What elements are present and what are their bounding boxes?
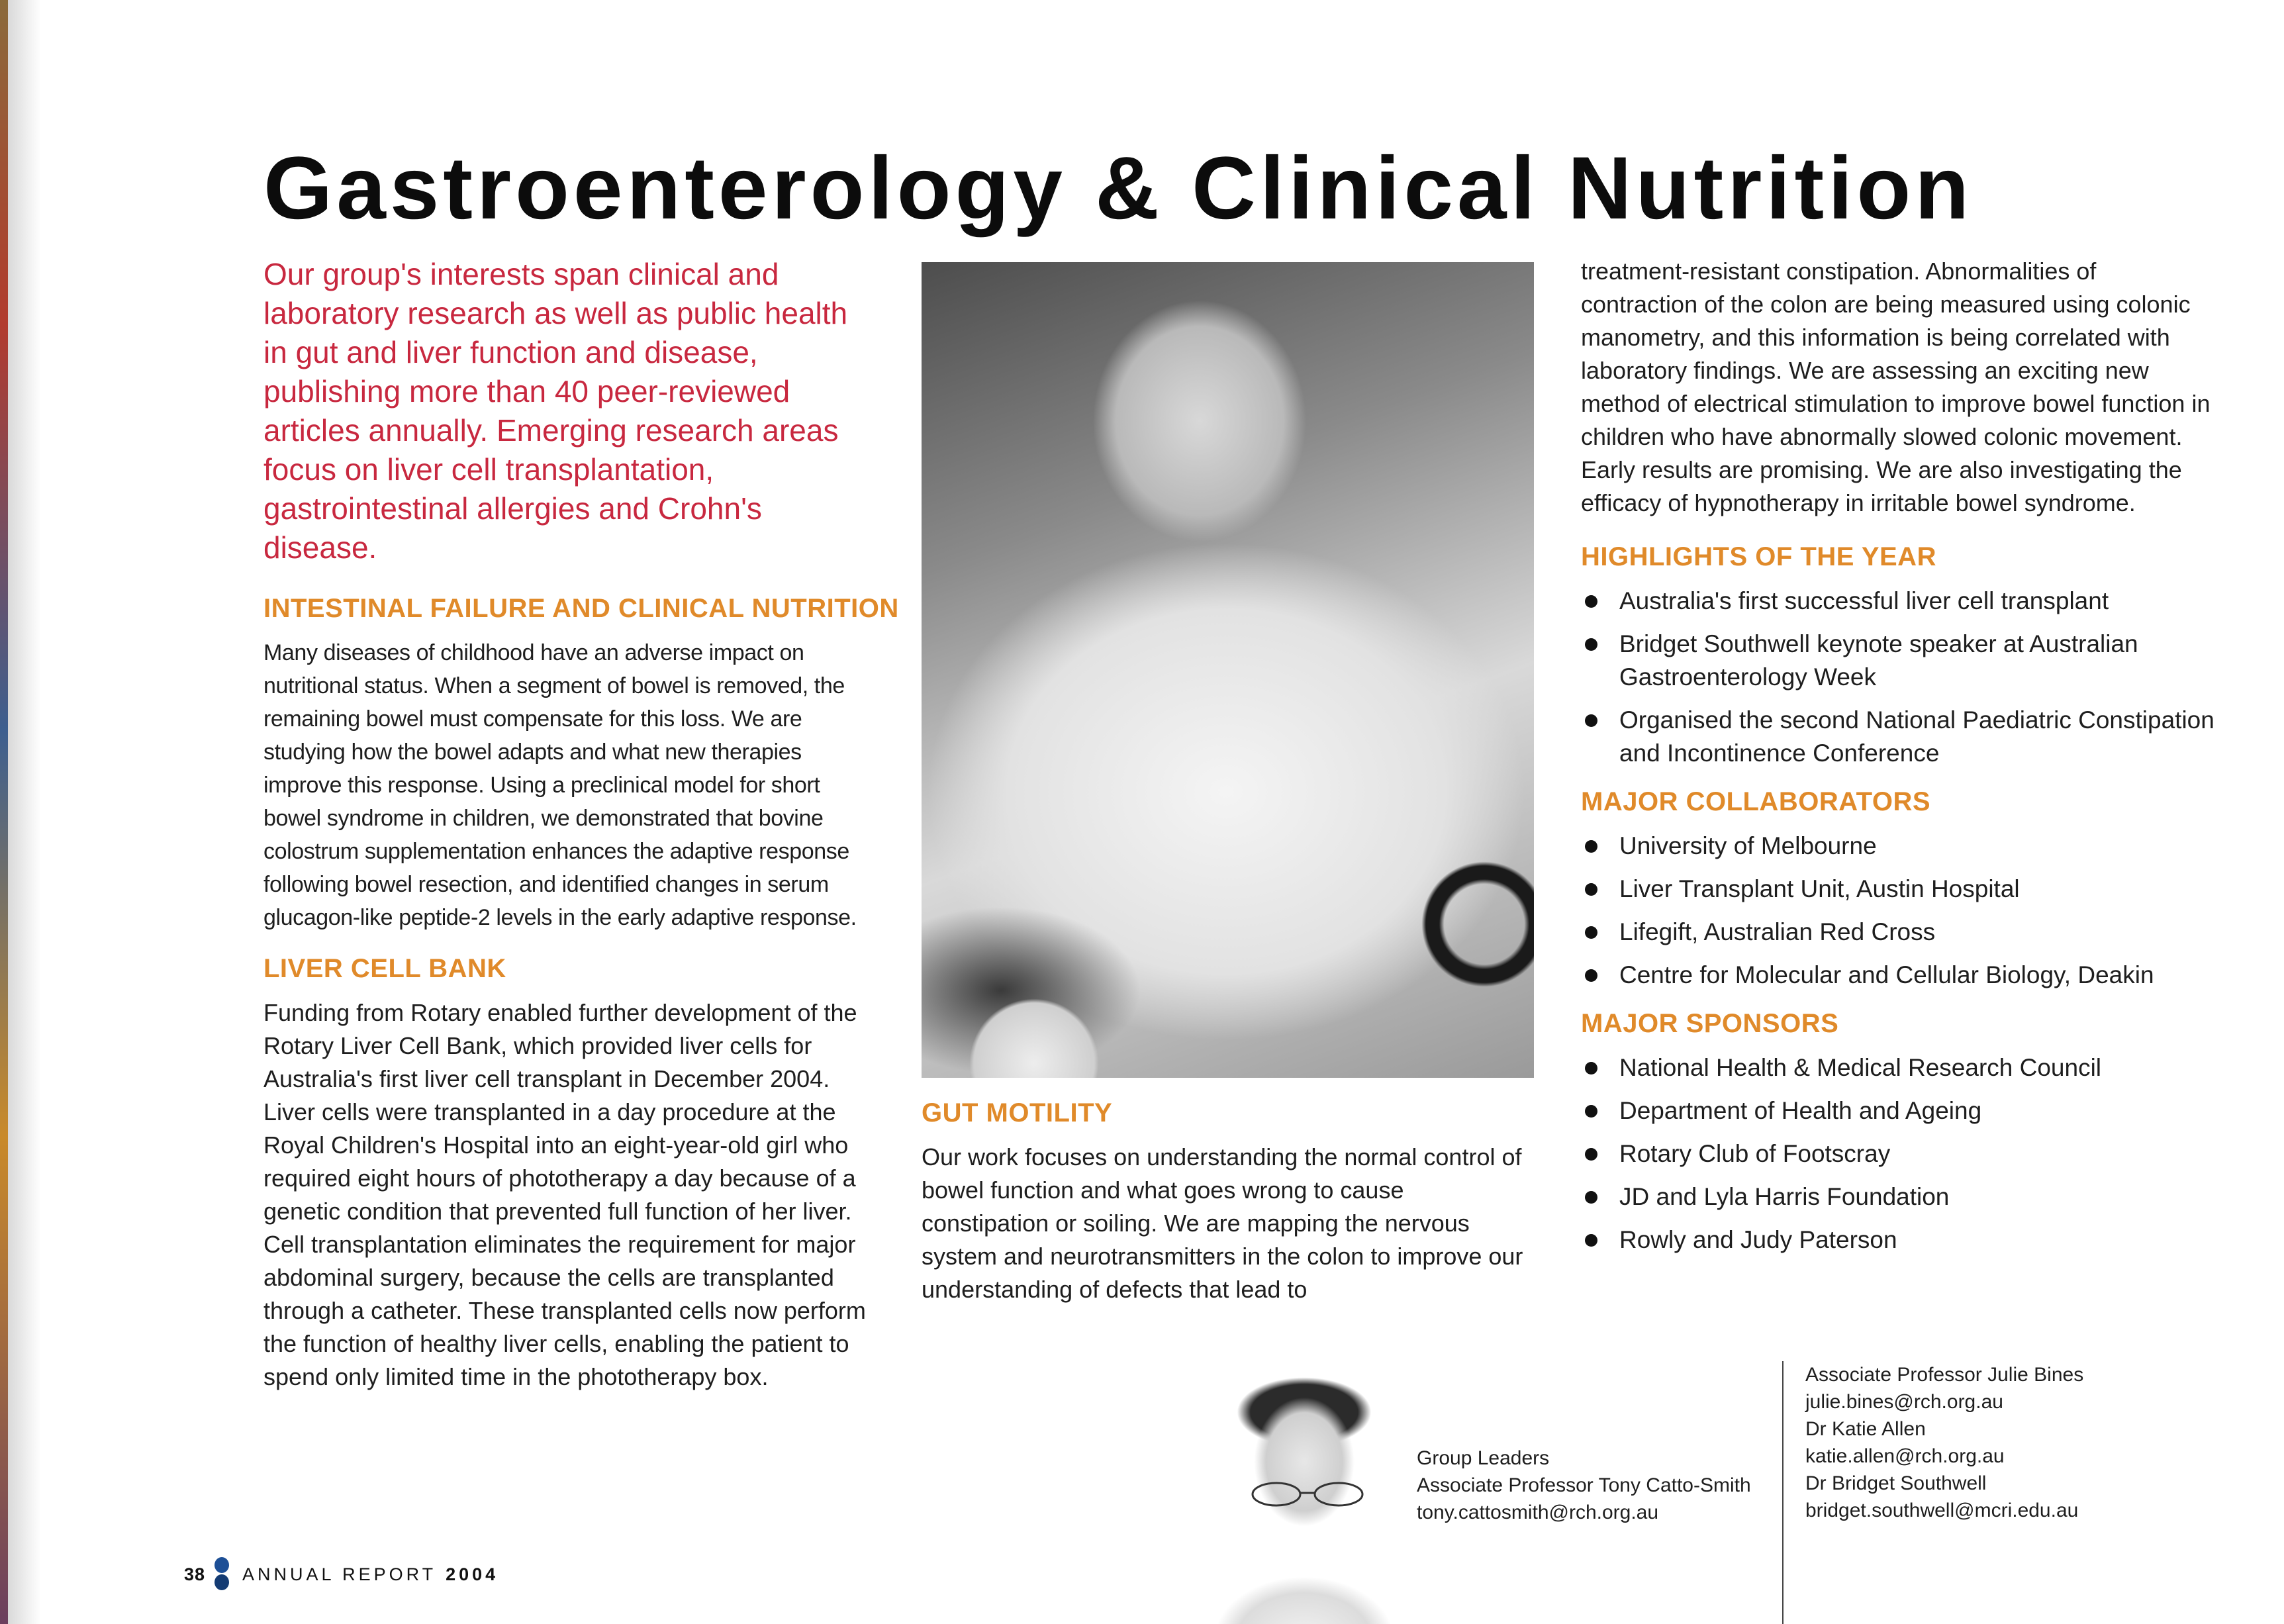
highlights-list — [1581, 585, 2216, 770]
section-body-gut-motility-continued: treatment-resistant constipation. Abnormalities of contraction of the colon are being measured using colonic manometry, and this information is being correlated with laboratory findings. We are assessing an exciting new method of electrical stimulation to improve bowel function in children who have abnormally slowed colonic movement. Early results are promising. We are also investigating the efficacy of hypnotherapy in irritable bowel syndrome. — [1581, 258, 2211, 516]
list-item: Australia's first successful liver cell transplant — [1581, 585, 2216, 618]
group-leaders-label: Group Leaders — [1417, 1447, 1550, 1469]
sponsors-heading: MAJOR SPONSORS — [1581, 1009, 1839, 1038]
bullet-icon — [1585, 1234, 1597, 1247]
group-leader-name: Associate Professor Tony Catto-Smith — [1417, 1474, 1751, 1496]
contacts-block — [1805, 1361, 2083, 1524]
contacts-divider — [1782, 1361, 1784, 1624]
bullet-icon — [1585, 926, 1597, 939]
list-item: Department of Health and Ageing — [1581, 1094, 2216, 1127]
contact-name: Dr Bridget Southwell — [1805, 1472, 1987, 1494]
bullet-icon — [1585, 969, 1597, 982]
page-footer — [184, 1557, 499, 1592]
list-item: JD and Lyla Harris Foundation — [1581, 1180, 2216, 1214]
glasses-icon — [1245, 1480, 1370, 1509]
bullet-icon — [1585, 595, 1597, 608]
list-item: National Health & Medical Research Council — [1581, 1051, 2216, 1084]
list-item: Bridget Southwell keynote speaker at Australian Gastroenterology Week — [1581, 628, 2216, 694]
bullet-icon — [1585, 1062, 1597, 1075]
bullet-icon — [1585, 714, 1597, 727]
collaborators-list — [1581, 830, 2216, 992]
sponsors-list — [1581, 1051, 2216, 1257]
section-body-liver-cell-bank: Funding from Rotary enabled further development of the Rotary Liver Cell Bank, which provided liver cells for Australia's first liver cell transplant in December 2004. Liver cells were transplanted in a day procedure at the Royal Children's Hospital into an eight-year-old girl who required eight hours of phototherapy a day because of a genetic condition that prevented full function of her liver. Cell transplantation eliminates the requirement for major abdominal surgery, because the cells are transplanted through a catheter. These transplanted cells now perform the function of healthy liver cells, enabling the patient to spend only limited time in the phototherapy box. — [263, 999, 866, 1390]
section-heading-gut-motility: GUT MOTILITY — [922, 1098, 1113, 1127]
magazine-spine — [0, 0, 8, 1624]
rch-logo-icon — [214, 1557, 229, 1592]
section-body-intestinal: Many diseases of childhood have an adverse impact on nutritional status. When a segment of bowel is removed, the remaining bowel must compensate for this loss. We are studying how the bowel adapts and what new therapies improve this response. Using a preclinical model for short bowel syndrome in children, we demonstrated that bovine colostrum supplementation enhances the adaptive response following bowel resection, and identified changes in serum glucagon-like peptide-2 levels in the early adaptive response. — [263, 640, 857, 930]
bullet-icon — [1585, 1105, 1597, 1118]
bullet-icon — [1585, 638, 1597, 651]
intro-paragraph: Our group's interests span clinical and laboratory research as well as public health in gut and liver function and disease, publishing more than 40 peer-reviewed articles annually. Emerging research areas focus on liver cell transplantation, gastrointestinal allergies and Crohn's disease. — [263, 257, 848, 565]
middle-column — [922, 1096, 1537, 1323]
highlights-heading: HIGHLIGHTS OF THE YEAR — [1581, 542, 1936, 571]
contact-email: julie.bines@rch.org.au — [1805, 1391, 2003, 1413]
contact-email: bridget.southwell@mcri.edu.au — [1805, 1500, 2079, 1521]
report-label: ANNUAL REPORT — [242, 1564, 437, 1584]
bullet-icon — [1585, 840, 1597, 853]
page-gutter-shadow — [8, 0, 41, 1624]
list-item: Rowly and Judy Paterson — [1581, 1223, 2216, 1257]
left-column — [263, 255, 899, 1411]
list-item: University of Melbourne — [1581, 830, 2216, 863]
contact-name: Dr Katie Allen — [1805, 1418, 1926, 1440]
list-item: Lifegift, Australian Red Cross — [1581, 916, 2216, 949]
bullet-icon — [1585, 883, 1597, 896]
list-item: Liver Transplant Unit, Austin Hospital — [1581, 873, 2216, 906]
list-item: Organised the second National Paediatric Constipation and Incontinence Conference — [1581, 704, 2216, 770]
section-heading-intestinal: INTESTINAL FAILURE AND CLINICAL NUTRITION — [263, 594, 899, 623]
right-column — [1581, 255, 2216, 1271]
section-heading-liver-cell-bank: LIVER CELL BANK — [263, 954, 506, 983]
group-leader-email: tony.cattosmith@rch.org.au — [1417, 1502, 1659, 1523]
list-item: Centre for Molecular and Cellular Biology, Deakin — [1581, 959, 2216, 992]
contact-name: Associate Professor Julie Bines — [1805, 1364, 2084, 1386]
contact-email: katie.allen@rch.org.au — [1805, 1445, 2005, 1467]
section-body-gut-motility: Our work focuses on understanding the normal control of bowel function and what goes wrong to cause constipation or soiling. We are mapping the nervous system and neurotransmitters in the colon to improve our understanding of defects that lead to — [922, 1143, 1523, 1303]
bullet-icon — [1585, 1191, 1597, 1204]
report-year: 2004 — [446, 1564, 499, 1584]
bullet-icon — [1585, 1148, 1597, 1161]
list-item: Rotary Club of Footscray — [1581, 1137, 2216, 1170]
baby-bath-photo — [922, 262, 1534, 1078]
group-leaders-block — [1417, 1445, 1751, 1526]
page-number: 38 — [184, 1564, 206, 1584]
collaborators-heading: MAJOR COLLABORATORS — [1581, 787, 1931, 816]
page-title: Gastroenterology & Clinical Nutrition — [263, 139, 1974, 238]
